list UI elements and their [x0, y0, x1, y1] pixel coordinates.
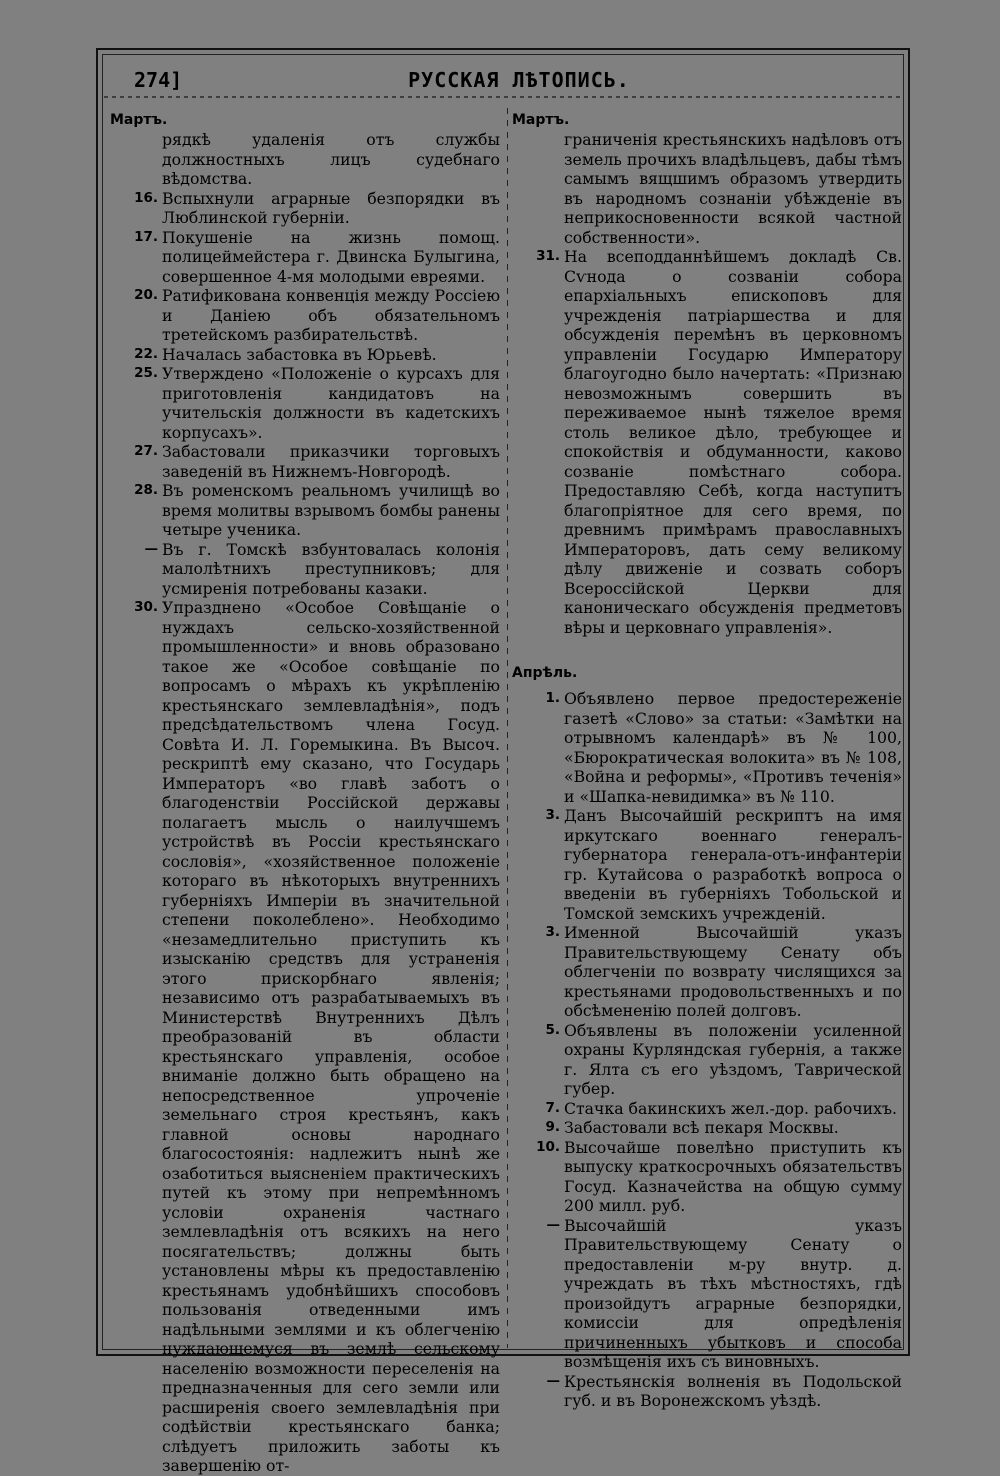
entry-text: Упразднено «Особое Совѣщаніе о нуждахъ сельско-хозяйственной промышленности» и вновь образовано такое же «Особое совѣщаніе по вопросамъ о мѣрахъ къ укрѣпленію крестьянскаго землевладѣнія», подъ предсѣдательствомъ члена Госуд. Совѣта И. Л. Горемыкина. Въ Высоч. рескриптѣ ему сказано, что Государь Императоръ «во главѣ заботъ о благоденствіи Россійской державы полагаетъ мысль о наилучшемъ устройствѣ въ Россіи крестьянскаго сословія», «хозяйственное положеніе котораго въ нѣкоторыхъ внутреннихъ губерніяхъ Имперіи въ значительной степени поколеблено». Необходимо «незамедлительно приступить къ изысканію средствъ для устраненія этого прискорбнаго явленія; независимо отъ разрабатываемыхъ въ Министерствѣ Внутреннихъ Дѣлъ преобразованій въ области крестьянскаго управленія, особое вниманіе должно быть обращено на непосредственное упроченіе земельнаго строя крестьянъ, какъ главной основы народнаго благосостоянія: надлежитъ нынѣ же озаботиться выясненіем практическихъ путей къ этому при непремѣнномъ условіи охраненія частнаго землевладѣнія отъ всякихъ на него посягательствъ; должны быть установлены мѣры къ предоставленію крестьянамъ удобнѣйшихъ способовъ пользованія отведенными имъ надѣльными землями и къ облегченію нуждающемуся въ землѣ сельскому населенію возможности переселенія на предназначенныя для сего земли или расширенія своего землевладѣнія при содѣйствіи крестьянскаго банка; слѣдуетъ приложить заботы къ завершенію от-: [162, 598, 500, 1475]
entry-text: Вспыхнули аграрные безпорядки въ Люблинской губерніи.: [162, 188, 500, 227]
entry-date: 16.: [134, 189, 158, 206]
entry-date: 3.: [545, 924, 560, 940]
chronicle-entry: [110, 540, 500, 599]
header-rule: [104, 96, 904, 98]
entry-text: Покушеніе на жизнь помощ. полицеймейстера г. Двинска Булыгина, совершенное 4-мя молодыми евреями.: [162, 227, 500, 286]
entry-text: Стачка бакинскихъ жел.-дор. рабочихъ.: [564, 1098, 897, 1118]
entry-date: 5.: [545, 1021, 560, 1038]
entry-date: 31.: [536, 248, 560, 264]
right-entries-april: [512, 689, 902, 1411]
chronicle-entry: [110, 286, 500, 345]
entry-text: Объявлено первое предостереженіе газетѣ «Слово» за статьи: «Замѣтки на отрывномъ календарѣ» въ № 100, «Бюрократическая волокита» въ № 108, «Война и реформы», «Противъ теченія» и «Шапка-невидимка» въ № 110.: [564, 689, 902, 806]
entry-text: Объявлены въ положеніи усиленной охраны Курляндская губернія, а также г. Ялта съ его уѣздомъ, Таврической губер.: [564, 1020, 902, 1098]
entry-text: Забастовали приказчики торговыхъ заведеній въ Нижнемъ-Новгородѣ.: [162, 442, 500, 481]
entry-date: 3.: [545, 807, 560, 823]
chronicle-entry: [512, 1099, 902, 1119]
entry-text: Высочайше повелѣно приступить къ выпуску краткосрочныхъ обязательствъ Госуд. Казначейства на общую сумму 200 милл. руб.: [564, 1137, 902, 1215]
page-number: 274]: [134, 68, 183, 92]
chronicle-entry: [110, 364, 500, 442]
chronicle-entry: [512, 1216, 902, 1372]
entry-date: 30.: [134, 599, 158, 615]
right-entries: [512, 130, 902, 637]
chronicle-entry: [110, 481, 500, 540]
chronicle-entry: [512, 130, 902, 247]
chronicle-entry: [512, 1138, 902, 1216]
chronicle-entry: [110, 442, 500, 481]
entry-text: Утверждено «Положеніе о курсахъ для приготовленія кандидатовъ на учительскія должности въ кадетскихъ корпусахъ».: [162, 364, 500, 442]
entry-date: 20.: [134, 287, 158, 303]
entry-date: 25.: [134, 365, 158, 381]
entry-text: Въ г. Томскѣ взбунтовалась колонія малолѣтнихъ преступниковъ; для усмиренія потребованы казаки.: [162, 539, 500, 598]
entry-text: граниченія крестьянскихъ надѣловъ отъ земель прочихъ владѣльцевъ, дабы тѣмъ самымъ вящшимъ образомъ утвердить въ народномъ сознаніи убѣжденіе въ неприкосновенности всякой частной собственности».: [564, 130, 902, 247]
entry-text: Ратификована конвенція между Россіею и Даніею объ обязательномъ третейскомъ разбирательствѣ.: [162, 286, 500, 344]
entry-date: —: [546, 1216, 560, 1233]
entry-date: 28.: [134, 482, 158, 498]
entry-date: 22.: [134, 345, 158, 362]
right-column: [512, 110, 902, 1411]
entry-date: —: [144, 540, 158, 557]
chronicle-entry: [110, 130, 500, 189]
entry-text: Данъ Высочайшій рескриптъ на имя иркутскаго военнаго генералъ-губернатора генерала-отъ-инфантеріи гр. Кутайсова о разработкѣ вопроса о введеніи въ губерніяхъ Тобольской и Томской земскихъ учрежденій.: [564, 806, 902, 923]
entry-date: 7.: [545, 1099, 560, 1116]
chronicle-entry: [512, 923, 902, 1021]
entry-text: рядкѣ удаленія отъ службы должностныхъ лицъ судебнаго вѣдомства.: [162, 130, 500, 188]
entry-text: Именной Высочайшій указъ Правительствующему Сенату объ облегченіи по возврату числящихся за крестьянами продовольственныхъ и по обсѣмененію полей долговъ.: [564, 923, 902, 1020]
month-heading: Мартъ.: [110, 112, 168, 128]
left-entries: [110, 130, 500, 1476]
month-heading: Мартъ.: [512, 112, 570, 128]
running-title: РУССКАЯ ЛѢТОПИСЬ.: [408, 68, 630, 92]
chronicle-entry: [512, 806, 902, 923]
chronicle-entry: [110, 228, 500, 287]
entry-text: Крестьянскія волненія въ Подольской губ. и въ Воронежскомъ уѣздѣ.: [564, 1371, 902, 1410]
entry-text: Высочайшій указъ Правительствующему Сенату о предоставленіи м-ру внутр. д. учреждать въ тѣхъ мѣстностяхъ, гдѣ произойдутъ аграрные безпорядки, комиссіи для опредѣленія причиненныхъ убытковъ и способа возмѣщенія ихъ съ виновныхъ.: [564, 1215, 902, 1371]
section-gap: [512, 637, 902, 663]
chronicle-entry: [512, 247, 902, 637]
entry-date: 17.: [134, 228, 158, 245]
left-column: [110, 110, 500, 1476]
entry-date: 10.: [536, 1138, 560, 1155]
entry-date: —: [546, 1372, 560, 1389]
column-rule: [507, 108, 508, 1348]
entry-date: [512, 130, 564, 247]
entry-text: Забастовали всѣ пекаря Москвы.: [564, 1118, 839, 1137]
entry-date: 9.: [545, 1119, 560, 1135]
chronicle-entry: [512, 1118, 902, 1138]
chronicle-entry: [110, 189, 500, 228]
entry-text: На всеподданнѣйшемъ докладѣ Св. Сѵнода о созваніи собора епархіальныхъ епископовъ для учрежденія патріаршества и для обсужденія перемѣнъ въ церковномъ управленіи Государю Императору благоугодно было начертать: «Признаю невозможнымъ совершить въ переживаемое нынѣ тяжелое время столь великое дѣло, требующее и спокойствія и обдуманности, каково созваніе помѣстнаго собора. Предоставляю Себѣ, когда наступитъ благопріятное для сего время, по древнимъ примѣрамъ православныхъ Императоровъ, дать сему великому дѣлу движеніе и созвать соборъ Всероссійской Церкви для каноническаго обсужденія предметовъ вѣры и церковнаго управленія».: [564, 247, 902, 637]
entry-text: Началась забастовка въ Юрьевѣ.: [162, 344, 437, 364]
chronicle-entry: [110, 345, 500, 365]
entry-text: Въ роменскомъ реальномъ училищѣ во время молитвы взрывомъ бомбы ранены четыре ученика.: [162, 481, 500, 539]
month-heading-april: Апрѣль.: [512, 665, 578, 681]
entry-date: 1.: [545, 690, 560, 706]
chronicle-entry: [512, 1021, 902, 1099]
entry-date: [110, 130, 162, 189]
chronicle-entry: [110, 598, 500, 1476]
page-header: [134, 68, 904, 96]
chronicle-entry: [512, 1372, 902, 1411]
entry-date: 27.: [134, 443, 158, 459]
chronicle-entry: [512, 689, 902, 806]
